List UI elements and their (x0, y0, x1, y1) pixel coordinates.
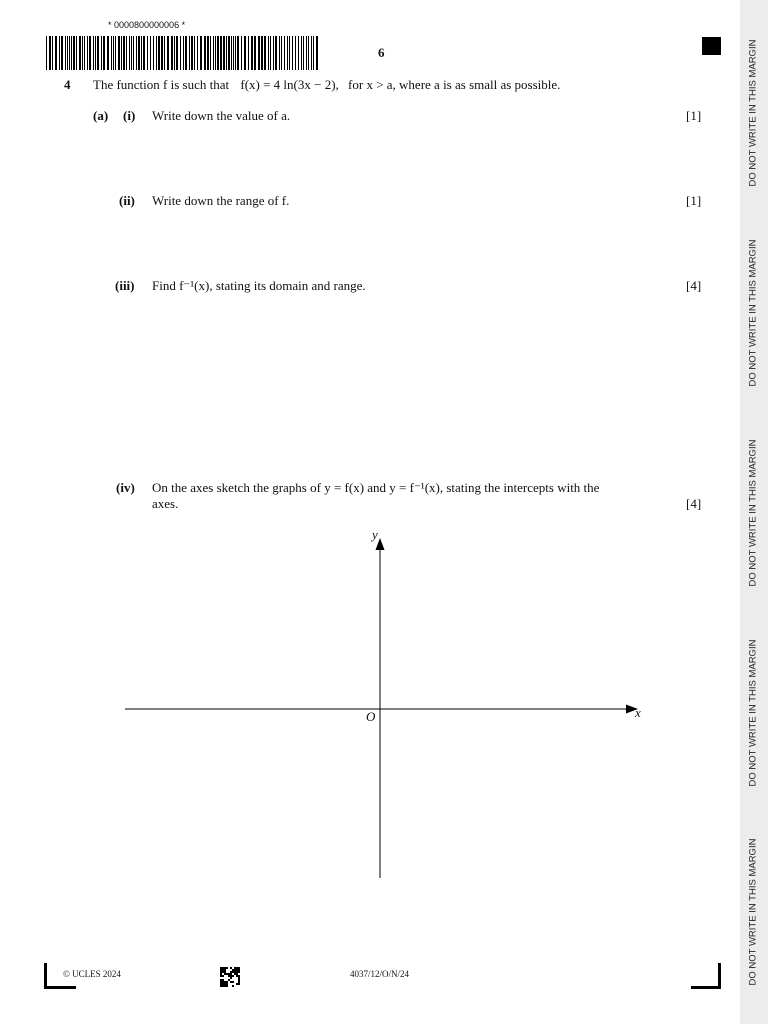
part-iv-marks: [4] (686, 496, 702, 511)
part-ii-text: Write down the range of f. (152, 193, 290, 208)
part-iv-text-continued: axes. (152, 496, 179, 511)
margin-warning: DO NOT WRITE IN THIS MARGIN (747, 639, 759, 787)
part-iii-label: (iii) (115, 278, 135, 293)
origin-label: O (366, 709, 376, 724)
margin-warning: DO NOT WRITE IN THIS MARGIN (747, 838, 759, 986)
y-axis-label: y (372, 527, 378, 542)
part-iv-text: On the axes sketch the graphs of y = f(x) and y = f⁻¹(x), stating the intercepts with the (152, 480, 600, 495)
qr-code-image (220, 967, 240, 987)
part-ii-label: (ii) (119, 193, 135, 208)
margin-warning: DO NOT WRITE IN THIS MARGIN (747, 239, 759, 387)
domain-condition: for x > a, where a is as small as possible. (348, 77, 561, 92)
margin-warning: DO NOT WRITE IN THIS MARGIN (747, 439, 759, 587)
x-axis-label: x (635, 705, 641, 720)
part-i-label: (i) (123, 108, 136, 123)
part-iv-label: (iv) (116, 480, 135, 495)
barcode-number: * 0000800000006 * (108, 20, 186, 30)
function-definition: f(x) = 4 ln(3x − 2), (240, 77, 339, 92)
stem-prefix: The function f is such that (93, 77, 230, 92)
part-iii-marks: [4] (686, 278, 702, 293)
copyright: © UCLES 2024 (63, 969, 121, 979)
paper-code: 4037/12/O/N/24 (350, 969, 410, 979)
margin-warning: DO NOT WRITE IN THIS MARGIN (747, 39, 759, 187)
corner-mark-right (691, 986, 721, 989)
corner-mark-left (44, 986, 76, 989)
page-number: 6 (378, 45, 385, 60)
part-i-text: Write down the value of a. (152, 108, 291, 123)
part-ii-marks: [1] (686, 193, 702, 208)
part-iii-text: Find f⁻¹(x), stating its domain and range. (152, 278, 366, 293)
question-number: 4 (64, 77, 71, 92)
part-a-label: (a) (93, 108, 109, 123)
part-i-marks: [1] (686, 108, 702, 123)
